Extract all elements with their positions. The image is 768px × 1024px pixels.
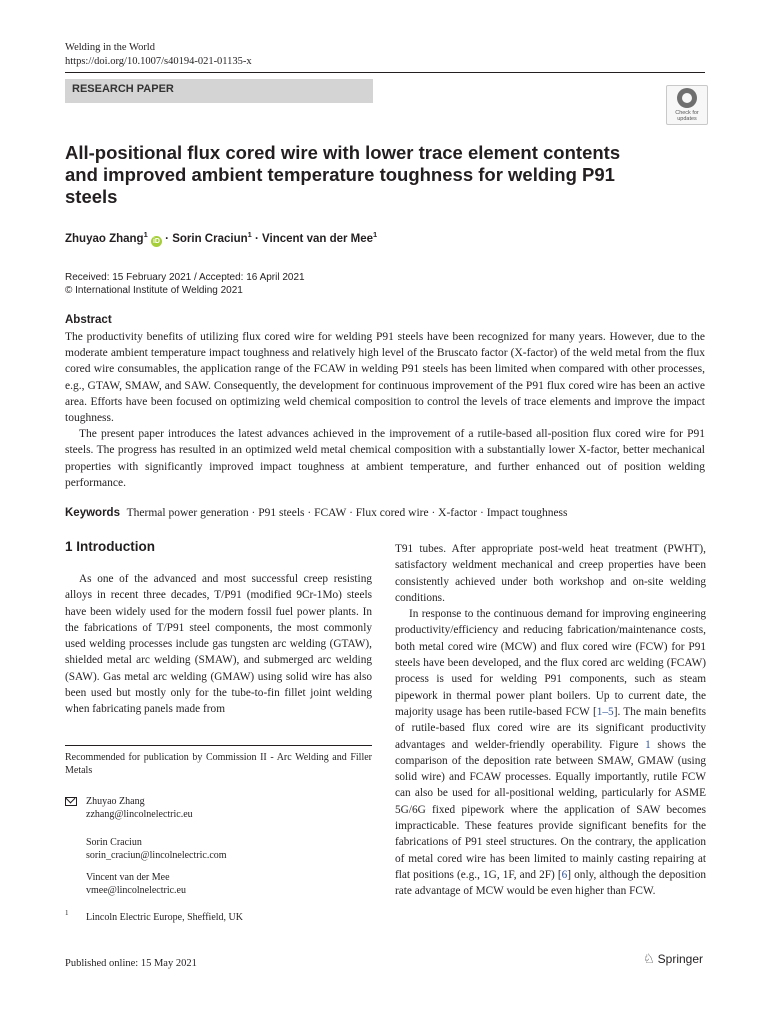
keywords <box>65 507 705 519</box>
article-type-banner <box>65 79 373 103</box>
affiliation-number: 1 <box>65 909 69 917</box>
journal-name: Welding in the World <box>65 42 155 53</box>
section-heading: 1 Introduction <box>65 539 155 554</box>
title-line: steels <box>65 186 118 207</box>
contact-email[interactable]: zzhang@lincolnelectric.eu <box>86 809 193 820</box>
author-separator: · <box>165 232 170 245</box>
published-date: Published online: 15 May 2021 <box>65 958 197 969</box>
footnote-divider <box>65 745 372 746</box>
article-title <box>65 142 705 208</box>
author-name[interactable]: Sorin Craciun <box>172 232 248 245</box>
title-line: and improved ambient temperature toughness for welding P91 <box>65 164 615 185</box>
right-column <box>395 541 706 900</box>
contact-email[interactable]: sorin_craciun@lincolnelectric.com <box>86 850 227 861</box>
crossmark-label: Check for updates <box>675 110 699 122</box>
figure-link[interactable]: 1 <box>645 738 651 751</box>
header-divider <box>65 72 705 73</box>
publisher-logo[interactable] <box>643 951 703 967</box>
abstract-paragraph: The present paper introduces the latest advances achieved in the improvement of a rutile-based all-position flux cored wire for P91 steels. The progress has resulted in an optimized weld metal chemical composition with a substantially lower X-factor, better mechanical properties with significantly improved impact toughness at ambient temperature, and further enhanced out of position welding performance. <box>65 428 705 489</box>
crossmark-icon[interactable] <box>666 85 708 125</box>
author-name[interactable]: Zhuyao Zhang <box>65 232 144 245</box>
keywords-list: Thermal power generation · P91 steels · FCAW · Flux cored wire · X-factor · Impact toughness <box>126 507 568 519</box>
body-paragraph: T91 tubes. After appropriate post-weld heat treatment (PWHT), satisfactory weldment mechanical and creep properties have been consistently achieved under both workshop and on-site welding conditions. <box>395 543 706 604</box>
copyright-holder: International Institute of Welding 2021 <box>75 285 243 296</box>
affiliation: Lincoln Electric Europe, Sheffield, UK <box>86 912 243 923</box>
text-run: ]. The main benefits of rutile-based flux cored wire are its significant productivity advantages and welder-friendly operability. Figure <box>395 705 706 751</box>
citation-link[interactable]: 6 <box>561 868 568 881</box>
publisher-name: Springer <box>657 952 704 966</box>
author-affiliation-mark: 1 <box>143 230 148 239</box>
mail-icon <box>65 797 77 806</box>
body-paragraph <box>395 606 706 899</box>
author-name[interactable]: Vincent van der Mee <box>262 232 374 245</box>
citation-link[interactable]: 1–5 <box>596 705 614 718</box>
keywords-label: Keywords <box>65 507 120 519</box>
text-run: ] only, although the deposition rate advantage of MCW would be even higher than FCW. <box>395 868 706 898</box>
author-list <box>65 230 377 247</box>
contact-name: Vincent van der Mee <box>86 872 170 883</box>
left-column <box>65 571 372 718</box>
contact-name: Zhuyao Zhang <box>86 796 145 807</box>
recommendation-note: Recommended for publication by Commission II - Arc Welding and Filler Metals <box>65 752 372 776</box>
abstract-heading: Abstract <box>65 314 112 326</box>
contact-email[interactable]: vmee@lincolnelectric.eu <box>86 885 186 896</box>
copyright-icon: © <box>65 285 73 296</box>
received-accepted-dates: Received: 15 February 2021 / Accepted: 16 April 2021 <box>65 272 305 283</box>
text-run: In response to the continuous demand for improving engineering productivity/efficiency and reducing fabrication/maintenance costs, both metal cored wire (MCW) and flux cored wire (FCW) for P91 steels have been developed, and the flux cored arc welding (FCAW) process is used for welding P91 components, such as steam pipework in thermal power plant boilers. Up to current date, the majority usage has been rutile-based FCW [ <box>395 608 706 718</box>
text-run: shows the comparison of the deposition rate between SMAW, GMAW (using solid wire) and FCAW processes. Equally importantly, rutile FCW can also be used for all-positional welding, particularly for ASME 5G/6G fixed pipework where the application of SAW becomes impracticable. These features provide significant benefits for the fabrications of P91 steel structures. On the contrary, the application of metal cored wire has been limited to mainly casting repairing at flat positions (e.g., 1G, 1F, and 2F) [ <box>395 738 706 881</box>
title-line: All-positional flux cored wire with lower trace element contents <box>65 142 621 163</box>
crossmark-circle <box>677 88 697 108</box>
author-affiliation-mark: 1 <box>373 230 378 239</box>
author-separator: · <box>255 232 259 245</box>
contact-name: Sorin Craciun <box>86 837 142 848</box>
author-affiliation-mark: 1 <box>247 230 252 239</box>
abstract-paragraph: The productivity benefits of utilizing flux cored wire for welding P91 steels have been recognized for many years. However, due to the moderate ambient temperature impact toughness and relatively high level of the Bruscato factor (X-factor) of the weld metal from the flux cored wire consumables, the application range of the FCAW in welding P91 steels has been limited when compared with other processes, e.g., GTAW, SMAW, and SAW. Consequently, the development for continuous improvement of the P91 flux cored wire has been an active area. Efforts have been focused on optimizing weld chemical composition to control the levels of trace elements and improve the impact toughness. <box>65 331 705 425</box>
abstract-body <box>65 329 705 491</box>
copyright-notice <box>65 284 243 297</box>
springer-horse-icon: ♘ <box>643 951 655 966</box>
orcid-icon[interactable]: iD <box>152 237 160 245</box>
body-paragraph: As one of the advanced and most successful creep resisting alloys in recent three decades, T/P91 (modified 9Cr-1Mo) steels have been widely used for the modern fossil fuel power plants. In the fabrications of T/P91 steel components, the most commonly used welding processes include gas tungsten arc welding (GTAW), shielded metal arc welding (SMAW), and submerged arc welding (SAW). Gas metal arc welding (GMAW) using solid wire has also been used but mostly only for the tube-to-fin fillet joint welding when fabricating panels made from <box>65 573 372 716</box>
article-type-label: RESEARCH PAPER <box>72 83 174 95</box>
doi-link[interactable]: https://doi.org/10.1007/s40194-021-01135-x <box>65 56 252 67</box>
